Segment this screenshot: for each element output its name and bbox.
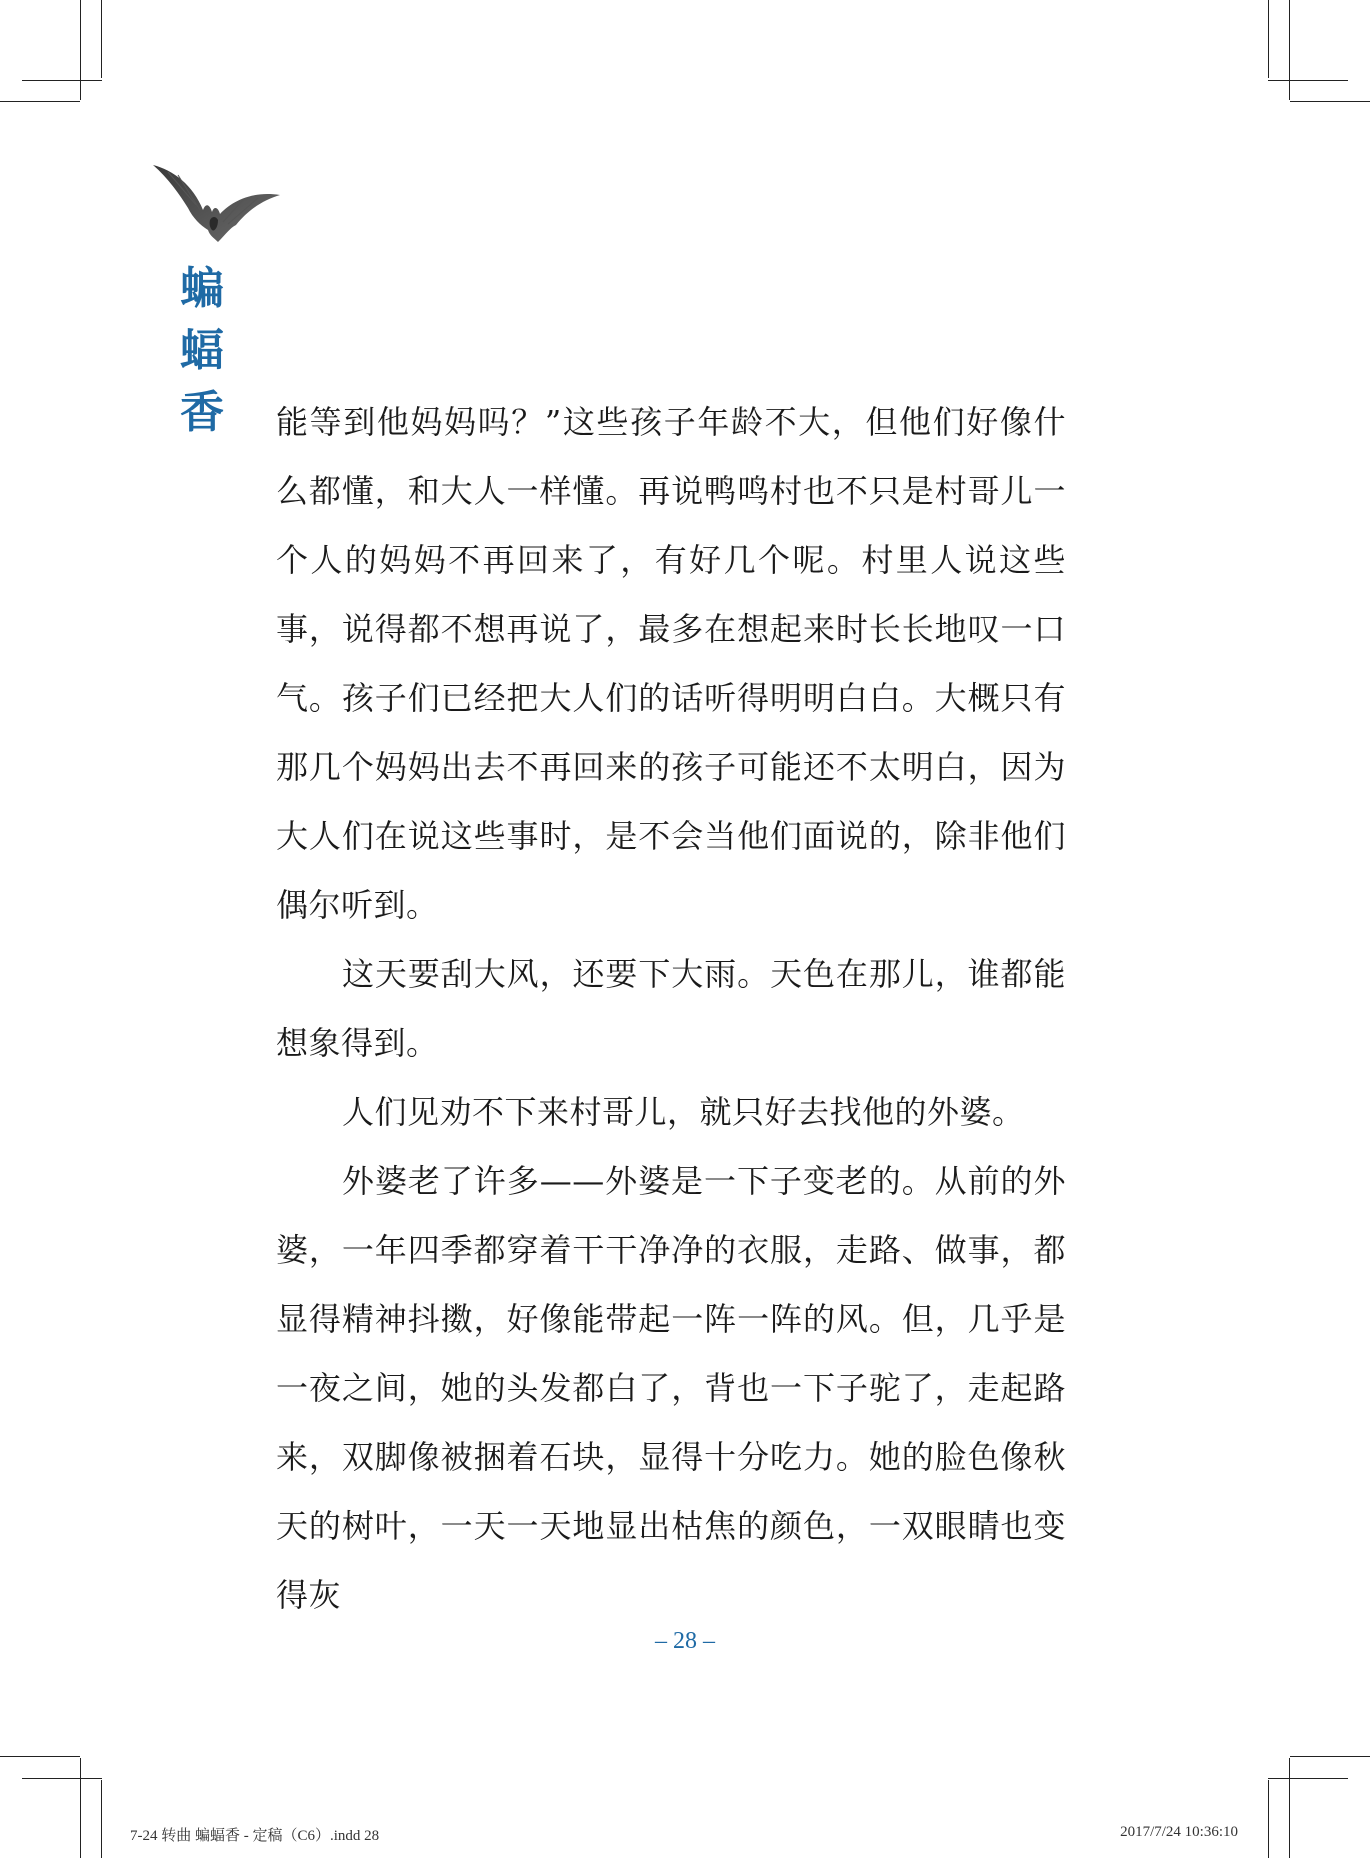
crop-mark <box>80 1758 81 1858</box>
crop-mark <box>1268 0 1269 78</box>
crop-mark <box>0 101 80 102</box>
crop-mark <box>1268 1780 1269 1858</box>
side-title-char: 蝠 <box>180 325 224 376</box>
crop-mark <box>0 1756 80 1757</box>
crop-mark <box>101 0 102 78</box>
side-title-char: 蝙 <box>180 263 224 314</box>
paragraph: 这天要刮大风，还要下大雨。天色在那儿，谁都能想象得到。 <box>276 955 1066 1062</box>
crop-mark <box>1268 80 1348 81</box>
crop-mark <box>1289 1758 1290 1858</box>
crop-mark <box>1289 0 1290 100</box>
bat-illustration-icon <box>148 150 288 250</box>
page-number: – 28 – <box>655 1628 715 1654</box>
crop-mark <box>1290 101 1370 102</box>
crop-mark <box>1268 1778 1348 1779</box>
side-title <box>172 258 232 444</box>
slug-timestamp: 2017/7/24 10:36:10 <box>1120 1824 1238 1840</box>
paragraph: 能等到他妈妈吗？”这些孩子年龄不大，但他们好像什么都懂，和大人一样懂。再说鸭鸣村也不只是村哥儿一个人的妈妈不再回来了，有好几个呢。村里人说这些事，说得都不想再说了，最多在想起来时长长地叹一口气。孩子们已经把大人们的话听得明明白白。大概只有那几个妈妈出去不再回来的孩子可能还不太明白，因为大人们在说这些事时，是不会当他们面说的，除非他们偶尔听到。 <box>276 403 1066 924</box>
crop-mark <box>80 0 81 100</box>
body-text <box>276 388 1066 1630</box>
side-title-char: 香 <box>180 387 224 438</box>
paragraph: 人们见劝不下来村哥儿，就只好去找他的外婆。 <box>342 1093 1025 1131</box>
paragraph: 外婆老了许多——外婆是一下子变老的。从前的外婆，一年四季都穿着干干净净的衣服，走路、做事，都显得精神抖擞，好像能带起一阵一阵的风。但，几乎是一夜之间，她的头发都白了，背也一下子驼了，走起路来，双脚像被捆着石块，显得十分吃力。她的脸色像秋天的树叶，一天一天地显出枯焦的颜色，一双眼睛也变得灰 <box>276 1162 1066 1614</box>
crop-mark <box>101 1780 102 1858</box>
slug-filename: 7-24 转曲 蝙蝠香 - 定稿（C6）.indd 28 <box>130 1828 380 1844</box>
crop-mark <box>22 1778 102 1779</box>
crop-mark <box>22 80 102 81</box>
crop-mark <box>1290 1756 1370 1757</box>
